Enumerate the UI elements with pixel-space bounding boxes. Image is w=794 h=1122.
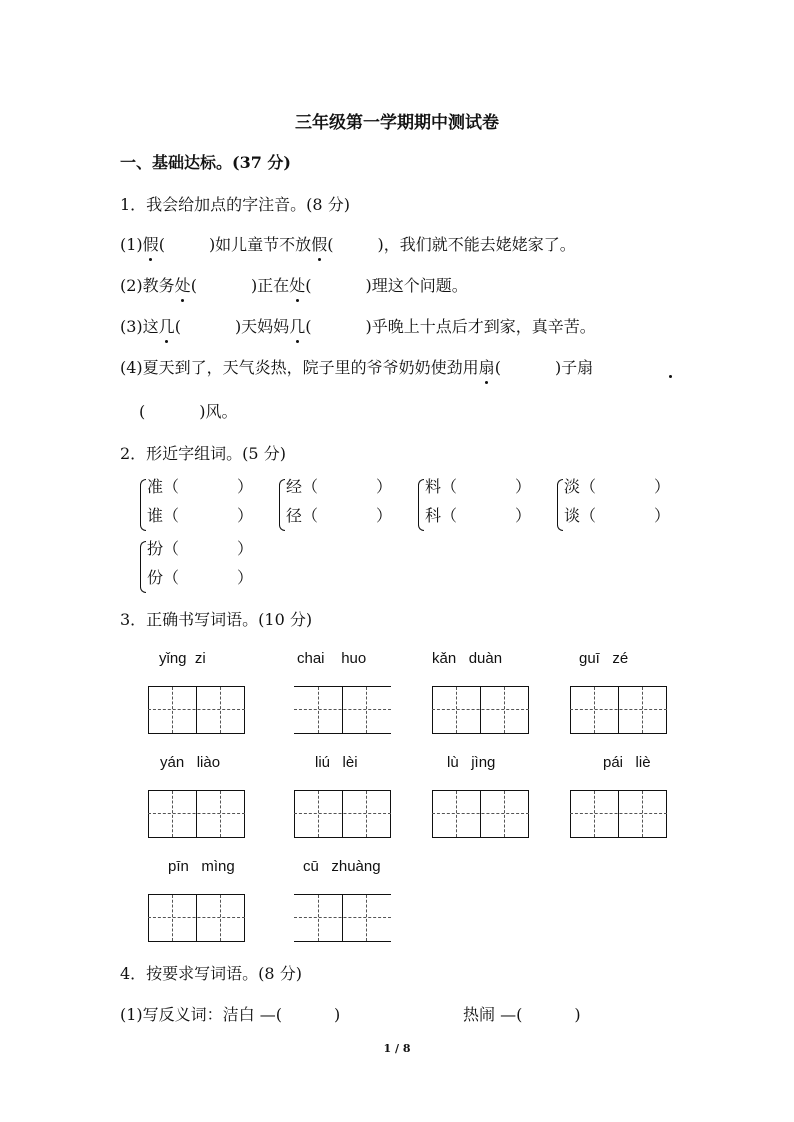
writing-grid[interactable] <box>294 790 391 838</box>
text: ) <box>334 1005 341 1024</box>
paren: ） <box>237 506 254 525</box>
paren: ） <box>654 477 671 496</box>
q1-heading: 1．我会给加点的字注音。(8 分) <box>120 195 350 214</box>
text: —( <box>259 1005 283 1024</box>
writing-grid[interactable] <box>294 686 391 734</box>
q1-item-4-line1 <box>120 355 593 378</box>
dotted-char: 几 <box>159 314 175 337</box>
paren: （ <box>163 506 180 525</box>
q1-item-4-line2 <box>139 399 238 422</box>
paren: （ <box>163 568 180 587</box>
q4-line-1b <box>463 1002 581 1025</box>
brace <box>140 541 146 593</box>
text: (1) <box>120 235 143 254</box>
char: 科 <box>425 506 442 525</box>
char: 料 <box>425 477 442 496</box>
text: ( <box>190 276 197 295</box>
text: )子扇 <box>554 358 594 377</box>
char: 谁 <box>147 506 164 525</box>
q1-item-3 <box>120 314 596 337</box>
word-pair <box>564 472 670 530</box>
q2-heading: 2．形近字组词。(5 分) <box>120 444 286 463</box>
text: 热闹 <box>463 1005 496 1024</box>
paren: （ <box>441 477 458 496</box>
writing-grid[interactable] <box>148 894 245 942</box>
writing-grid[interactable] <box>294 894 391 942</box>
pinyin-label: liú lèi <box>315 754 358 771</box>
text: —( <box>500 1005 523 1024</box>
text: ( <box>305 317 312 336</box>
brace <box>557 479 563 531</box>
pinyin-label: pái liè <box>603 754 651 771</box>
q1-item-1 <box>120 232 576 255</box>
dotted-char: 扇 <box>479 355 495 378</box>
text: )，我们就不能去姥姥家了。 <box>377 235 576 254</box>
paren: ） <box>654 506 671 525</box>
q4-line-1 <box>120 1002 340 1025</box>
word-pair <box>286 472 392 530</box>
text: )乎晚上十点后才到家，真辛苦。 <box>365 317 596 336</box>
dotted-char: 处 <box>175 273 191 296</box>
page-number: 1 / 8 <box>383 1042 411 1055</box>
paren: ） <box>237 477 254 496</box>
pinyin-label: kǎn duàn <box>432 650 503 667</box>
text: ) <box>574 1005 581 1024</box>
dotted-char: 假 <box>143 232 159 255</box>
paren: ） <box>376 477 393 496</box>
word-pair <box>425 472 531 530</box>
text: ( <box>139 402 146 421</box>
text: )如儿童节不放 <box>208 235 312 254</box>
paren: ） <box>515 506 532 525</box>
paren: （ <box>580 506 597 525</box>
char: 谈 <box>564 506 581 525</box>
text: )理这个问题。 <box>365 276 468 295</box>
pinyin-label: yán liào <box>160 754 221 771</box>
char: 经 <box>286 477 303 496</box>
char: 扮 <box>147 539 164 558</box>
text: (2)教务 <box>120 276 175 295</box>
brace <box>279 479 285 531</box>
text: ( <box>327 235 334 254</box>
paren: （ <box>163 477 180 496</box>
text: ( <box>494 358 501 377</box>
pinyin-label: lù jìng <box>447 754 496 771</box>
section-heading: 一、基础达标。(37 分) <box>120 153 291 172</box>
char: 份 <box>147 568 164 587</box>
char: 淡 <box>564 477 581 496</box>
q1-item-2 <box>120 273 468 296</box>
brace <box>140 479 146 531</box>
paren: （ <box>302 477 319 496</box>
dotted-char: 几 <box>289 314 305 337</box>
q3-heading: 3．正确书写词语。(10 分) <box>120 610 313 629</box>
text: (4)夏天到了，天气炎热，院子里的爷爷奶奶使劲用 <box>120 358 479 377</box>
paren: ） <box>237 539 254 558</box>
q4-heading: 4．按要求写词语。(8 分) <box>120 964 302 983</box>
pinyin-label: guī zé <box>579 650 629 667</box>
dotted-char: 假 <box>311 232 327 255</box>
writing-grid[interactable] <box>432 686 529 734</box>
writing-grid[interactable] <box>148 790 245 838</box>
dotted-char: 处 <box>289 273 305 296</box>
text: ( <box>305 276 312 295</box>
char: 径 <box>286 506 303 525</box>
text: ( <box>174 317 181 336</box>
text: )天妈妈 <box>234 317 290 336</box>
char: 准 <box>147 477 164 496</box>
paren: ） <box>515 477 532 496</box>
brace <box>418 479 424 531</box>
pinyin-label: yǐng zi <box>159 650 206 667</box>
text: ( <box>158 235 165 254</box>
writing-grid[interactable] <box>570 790 667 838</box>
word-pair <box>147 472 253 530</box>
paren: ） <box>376 506 393 525</box>
writing-grid[interactable] <box>432 790 529 838</box>
paren: （ <box>302 506 319 525</box>
paren: （ <box>441 506 458 525</box>
text: )风。 <box>199 402 238 421</box>
text: )正在 <box>250 276 290 295</box>
writing-grid[interactable] <box>148 686 245 734</box>
dot-mark <box>669 375 672 378</box>
writing-grid[interactable] <box>570 686 667 734</box>
page-title: 三年级第一学期期中测试卷 <box>295 113 499 133</box>
word-pair <box>147 534 253 592</box>
paren: （ <box>163 539 180 558</box>
text: (3)这 <box>120 317 159 336</box>
text: (1)写反义词：洁白 <box>120 1005 255 1024</box>
pinyin-label: chai huo <box>297 650 367 667</box>
paren: （ <box>580 477 597 496</box>
pinyin-label: cū zhuàng <box>303 858 381 875</box>
pinyin-label: pīn mìng <box>168 858 235 875</box>
paren: ） <box>237 568 254 587</box>
